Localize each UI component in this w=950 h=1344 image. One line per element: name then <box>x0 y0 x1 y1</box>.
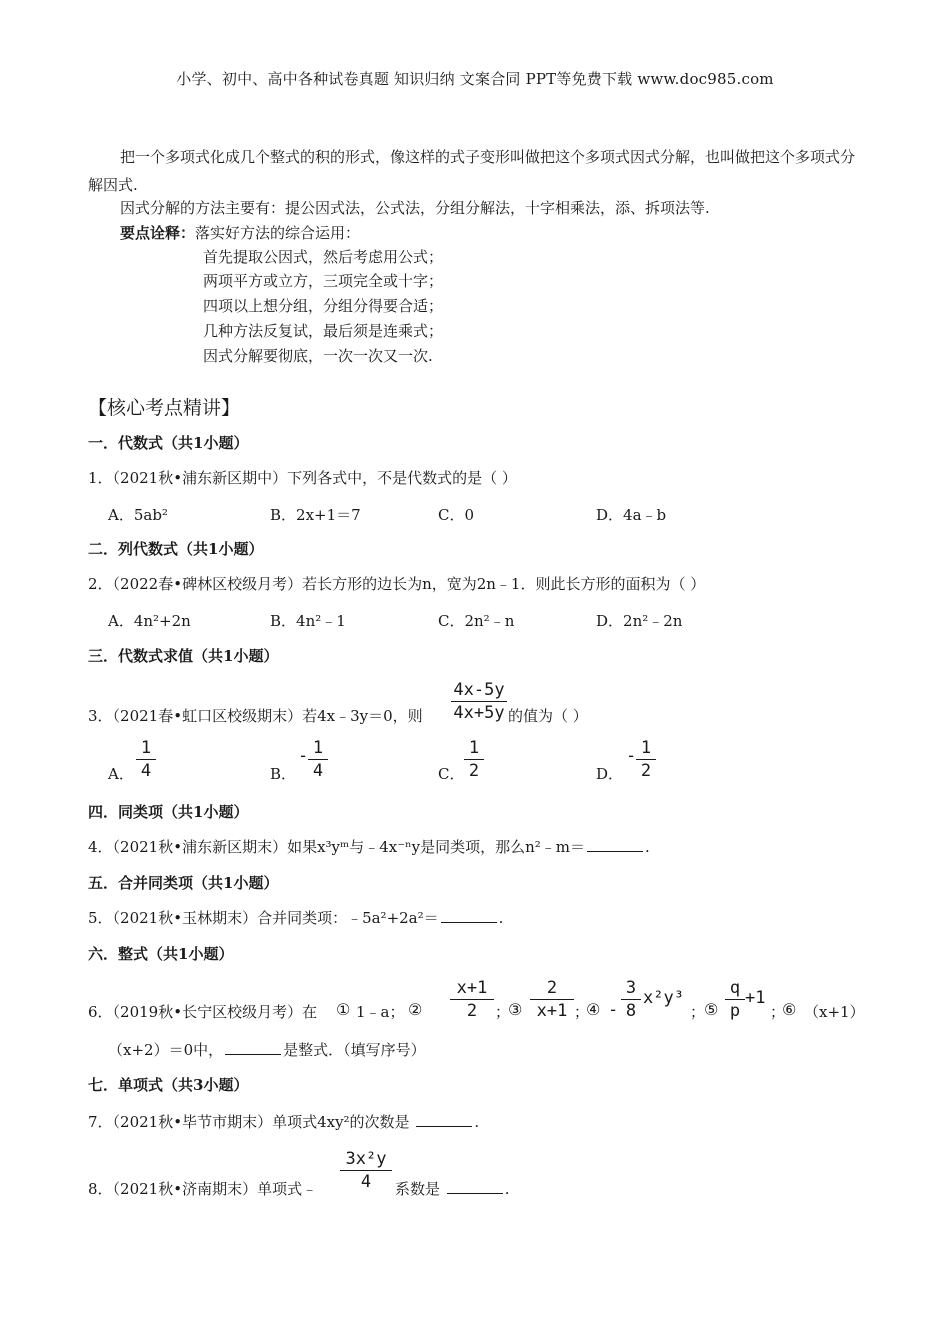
question-2-option-b: B．4n²﹣1 <box>270 612 346 630</box>
question-4-text: 4．（2021秋•浦东新区期末）如果x³yᵐ与﹣4x⁻ⁿy是同类项，那么n²﹣m＝ <box>88 838 585 856</box>
question-1-option-a: A．5ab² <box>108 506 168 524</box>
circled-number-1: ① <box>336 1000 351 1019</box>
question-5-text: 5．（2021秋•玉林期末）合并同类项：﹣5a²+2a²＝ <box>88 909 439 927</box>
question-6-line-2-text: （x+2）＝0中， <box>108 1041 224 1059</box>
question-3-option-c-fraction <box>464 738 484 781</box>
fraction-numerator: 4x-5y <box>453 680 505 700</box>
question-2-option-a: A．4n²+2n <box>108 612 191 630</box>
fraction-bar <box>725 999 745 1000</box>
question-1-option-c: C．0 <box>438 506 475 524</box>
section-heading: 七．单项式（共3小题） <box>88 1076 249 1094</box>
intro-paragraph-2: 因式分解的方法主要有：提公因式法，公式法，分组分解法，十字相乘法，添、拆项法等. <box>120 199 710 217</box>
fraction-denominator: 2 <box>466 1001 478 1021</box>
fraction-bar <box>636 759 656 760</box>
fraction-bar <box>340 1170 392 1171</box>
question-2-stem: 2．（2022春•碑林区校级月考）若长方形的边长为n，宽为2n﹣1．则此长方形的面积为（ ） <box>88 575 706 593</box>
separator: ； <box>770 1003 786 1021</box>
circled-number-5: ⑤ <box>704 1000 719 1019</box>
question-4-stem <box>88 836 650 857</box>
question-5-end: . <box>498 909 504 927</box>
fraction-bar <box>530 999 574 1000</box>
circled-number-3: ③ <box>508 1000 523 1019</box>
question-8-end: . <box>504 1180 510 1198</box>
circled-number-4: ④ <box>586 1000 601 1019</box>
question-3-option-b-label: B． <box>270 765 297 783</box>
fraction-numerator: x+1 <box>456 978 488 998</box>
answer-blank[interactable] <box>225 1040 281 1055</box>
question-6-item-5-tail: +1 <box>745 988 766 1008</box>
question-6-item-4-tail: x²y³ <box>643 988 684 1008</box>
fraction-denominator: 4x+5y <box>453 703 505 723</box>
fraction-bar <box>136 759 156 760</box>
minus-sign: - <box>626 746 637 766</box>
fraction-bar <box>464 759 484 760</box>
fraction-numerator: 1 <box>468 738 480 758</box>
fraction-numerator: 3x²y <box>345 1149 387 1169</box>
question-6-line-2-end: 是整式．（填写序号） <box>283 1041 426 1059</box>
page-header: 小学、初中、高中各种试卷真题 知识归纳 文案合同 PPT等免费下载 www.doc985.com <box>176 70 774 88</box>
question-6-line-2 <box>108 1039 426 1060</box>
key-points-label: 要点诠释： <box>120 224 196 242</box>
question-8-mid: 系数是 <box>395 1180 445 1198</box>
question-6-fraction-2 <box>450 978 494 1021</box>
section-heading: 五．合并同类项（共1小题） <box>88 874 279 892</box>
section-heading: 三．代数式求值（共1小题） <box>88 647 279 665</box>
tip-line: 四项以上想分组，分组分得要合适； <box>203 297 444 315</box>
section-heading: 六．整式（共1小题） <box>88 945 234 963</box>
fraction-bar <box>450 999 494 1000</box>
fraction-denominator: 4 <box>312 761 324 781</box>
question-3-option-b-fraction <box>308 738 328 781</box>
question-3-stem-tail: 的值为（ ） <box>508 707 588 725</box>
question-6-fraction-4 <box>621 978 641 1021</box>
separator: ； <box>574 1003 590 1021</box>
fraction-bar <box>308 759 328 760</box>
question-3-option-d-label: D． <box>596 765 624 783</box>
fraction-bar <box>451 701 507 702</box>
fraction-numerator: 3 <box>625 978 637 998</box>
question-8-fraction <box>340 1149 392 1192</box>
question-7-stem <box>88 1111 479 1132</box>
separator: ； <box>495 1003 511 1021</box>
answer-blank[interactable] <box>587 837 643 852</box>
question-7-end: . <box>474 1113 480 1131</box>
fraction-denominator: 8 <box>625 1001 637 1021</box>
question-6-fraction-3 <box>530 978 574 1021</box>
tip-line: 因式分解要彻底，一次一次又一次. <box>203 347 433 365</box>
question-2-option-d: D．2n²﹣2n <box>596 612 683 630</box>
question-2-option-c: C．2n²﹣n <box>438 612 515 630</box>
question-7-text: 7．（2021秋•毕节市期末）单项式4xy²的次数是 <box>88 1113 415 1131</box>
minus-sign: - <box>608 1000 619 1020</box>
question-3-option-c-label: C． <box>438 765 465 783</box>
fraction-numerator: 1 <box>640 738 652 758</box>
separator: ； <box>690 1003 706 1021</box>
fraction-numerator: 1 <box>140 738 152 758</box>
question-5-stem <box>88 907 503 928</box>
core-section-title: 【核心考点精讲】 <box>88 397 241 419</box>
tip-line: 两项平方或立方，三项完全或十字； <box>203 272 444 290</box>
fraction-numerator: 1 <box>312 738 324 758</box>
tip-line: 首先提取公因式，然后考虑用公式； <box>203 248 444 266</box>
fraction-denominator: 4 <box>360 1172 372 1192</box>
fraction-numerator: 2 <box>546 978 558 998</box>
question-8-stem: 8．（2021秋•济南期末）单项式﹣ <box>88 1180 318 1198</box>
question-6-fraction-5 <box>725 978 745 1021</box>
question-4-end: . <box>645 838 650 856</box>
question-3-stem: 3．（2021春•虹口区校级期末）若4x﹣3y＝0，则 <box>88 707 423 725</box>
key-points <box>120 222 360 243</box>
answer-blank[interactable] <box>416 1112 472 1127</box>
fraction-numerator: q <box>729 978 741 998</box>
question-3-option-a-label: A． <box>108 765 134 783</box>
tip-line: 几种方法反复试，最后须是连乘式； <box>203 322 444 340</box>
fraction-denominator: p <box>729 1001 741 1021</box>
circled-number-6: ⑥ <box>782 1000 797 1019</box>
question-3-fraction <box>451 680 507 723</box>
answer-blank[interactable] <box>441 908 497 923</box>
fraction-denominator: 2 <box>640 761 652 781</box>
question-3-option-a-fraction <box>136 738 156 781</box>
fraction-denominator: 4 <box>140 761 152 781</box>
section-heading: 四．同类项（共1小题） <box>88 803 249 821</box>
question-6-item-1: 1﹣a； <box>356 1003 405 1021</box>
section-heading: 二．列代数式（共1小题） <box>88 540 264 558</box>
question-1-option-d: D．4a﹣b <box>596 506 667 524</box>
question-1-option-b: B．2x+1＝7 <box>270 506 361 524</box>
question-3-option-d-fraction <box>636 738 656 781</box>
question-8-tail <box>395 1178 510 1199</box>
answer-blank[interactable] <box>447 1179 503 1194</box>
question-1-stem: 1．（2021秋•浦东新区期中）下列各式中，不是代数式的是（ ） <box>88 469 517 487</box>
question-6-lead: 6．（2019秋•长宁区校级月考）在 <box>88 1003 318 1021</box>
fraction-bar <box>621 999 641 1000</box>
fraction-denominator: x+1 <box>536 1001 568 1021</box>
section-heading: 一．代数式（共1小题） <box>88 434 249 452</box>
question-6-item-6: （x+1） <box>804 1003 865 1021</box>
intro-paragraph-1: 把一个多项式化成几个整式的积的形式，像这样的式子变形叫做把这个多项式因式分解，也叫做把这个多项式分解因式. <box>88 148 856 194</box>
key-points-text: 落实好方法的综合运用： <box>195 224 361 242</box>
circled-number-2: ② <box>408 1000 423 1019</box>
minus-sign: - <box>298 746 309 766</box>
fraction-denominator: 2 <box>468 761 480 781</box>
